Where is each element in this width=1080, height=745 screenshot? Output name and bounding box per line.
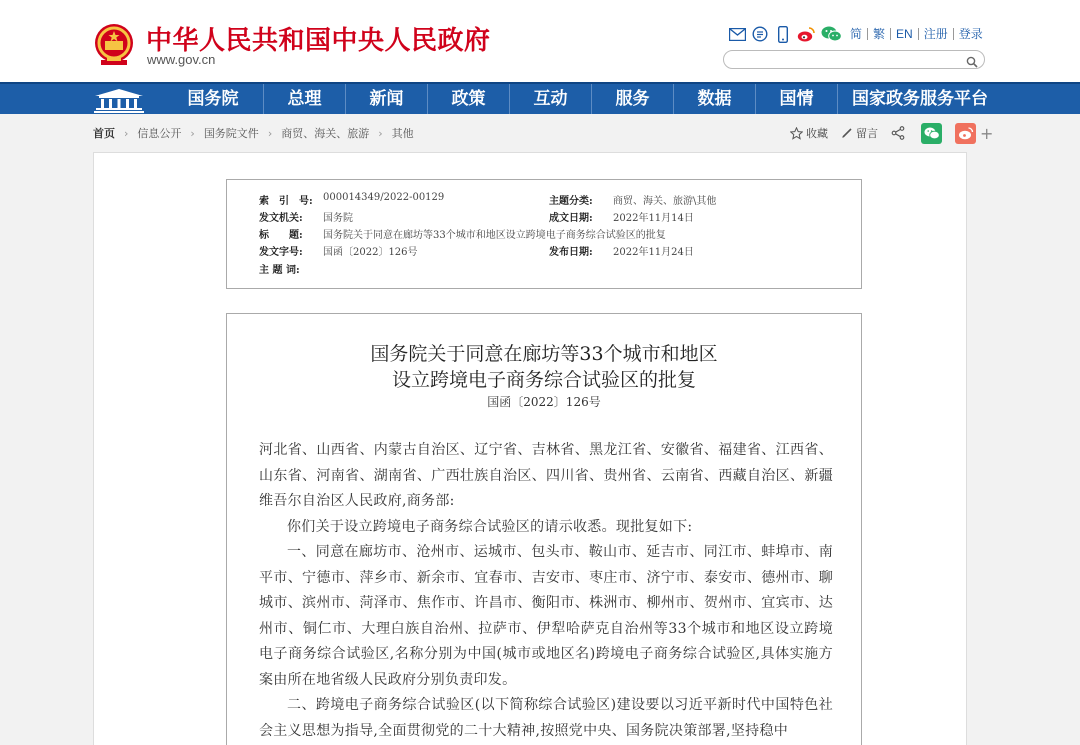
paragraph-item-1: 一、同意在廊坊市、沧州市、运城市、包头市、鞍山市、延吉市、同江市、蚌埠市、南平市、宁德市、萍乡市、新余市、宜春市、吉安市、枣庄市、济宁市、泰安市、德州市、聊城市、滨州市、菏泽市、焦作市、许昌市、衡阳市、株洲市、柳州市、贺州市、宜宾市、达州市、铜仁市、大理白族自治州、拉萨市、伊犁哈萨克自治州等33个城市和地区设立跨境电子商务综合试验区,名称分别为中国(城市或地区名)跨境电子商务综合试验区,具体实施方案由所在地省级人民政府分别负责印发。 (259, 544, 833, 688)
nav-item-services[interactable]: 服务 (591, 84, 673, 114)
nav-item-national-conditions[interactable]: 国情 (755, 84, 837, 114)
site-title[interactable]: 中华人民共和国中央人民政府 (146, 26, 491, 56)
favorite-button[interactable] (790, 125, 828, 141)
document-title-line2: 设立跨境电子商务综合试验区的批复 (391, 369, 696, 391)
meta-published-label: 发布日期: (549, 247, 593, 258)
document-title-line1: 国务院关于同意在廊坊等33个城市和地区 (370, 343, 718, 365)
favorite-label: 收藏 (806, 127, 828, 140)
meta-title-label: 标 题: (259, 230, 303, 241)
share-tools (790, 121, 993, 145)
paragraph-intro: 你们关于设立跨境电子商务综合试验区的请示收悉。现批复如下: (287, 518, 693, 535)
breadcrumb-home[interactable]: 首页 (93, 127, 115, 140)
share-icon (891, 126, 905, 140)
breadcrumb-trade-customs-tourism[interactable]: 商贸、海关、旅游 (281, 127, 370, 140)
meta-keywords-label: 主 题 词: (259, 265, 300, 276)
main-nav (0, 82, 1080, 114)
meta-published-value: 2022年11月24日 (613, 247, 694, 258)
nav-item-service-platform[interactable]: 国家政务服务平台 (837, 84, 1002, 114)
nav-item-state-council[interactable]: 国务院 (187, 89, 239, 109)
national-emblem-icon[interactable] (93, 22, 135, 68)
document-number: 国函〔2022〕126号 (487, 395, 601, 409)
wechat-icon (924, 127, 940, 140)
weibo-share-button[interactable] (955, 123, 976, 144)
meta-topic-value: 商贸、海关、旅游\其他 (613, 196, 717, 207)
pen-icon (841, 127, 853, 139)
comment-button[interactable] (841, 125, 878, 141)
breadcrumb (93, 124, 414, 142)
wechat-icon[interactable] (820, 25, 842, 43)
link-simplified[interactable]: 简 (850, 27, 863, 41)
top-links (728, 24, 988, 44)
nav-item-policy[interactable]: 政策 (427, 84, 509, 114)
link-english[interactable]: EN (890, 28, 918, 40)
meta-topic-label: 主题分类: (549, 196, 593, 207)
meta-created-value: 2022年11月14日 (613, 213, 694, 224)
breadcrumb-info-disclosure[interactable]: 信息公开 (137, 127, 182, 140)
site-url[interactable]: www.gov.cn (147, 52, 216, 67)
breadcrumb-other[interactable]: 其他 (391, 127, 414, 140)
phone-icon[interactable] (774, 25, 792, 43)
nav-item-data[interactable]: 数据 (673, 84, 755, 114)
meta-issuer-label: 发文机关: (259, 213, 303, 224)
document-text (259, 438, 833, 744)
breadcrumb-state-council-docs[interactable]: 国务院文件 (203, 127, 259, 140)
weibo-icon (958, 127, 974, 140)
meta-title-value: 国务院关于同意在廊坊等33个城市和地区设立跨境电子商务综合试验区的批复 (323, 230, 666, 241)
weibo-icon[interactable] (797, 25, 815, 43)
nav-item-interaction[interactable]: 互动 (509, 84, 591, 114)
search-box (723, 50, 985, 69)
star-icon (790, 127, 803, 140)
chevron-right-icon: › (190, 126, 195, 140)
search-input[interactable] (732, 52, 962, 67)
link-register[interactable]: 注册 (918, 28, 953, 40)
mail-icon[interactable] (728, 25, 746, 43)
chevron-right-icon: › (378, 126, 383, 140)
search-icon[interactable] (966, 53, 978, 72)
meta-docno-label: 发文字号: (259, 247, 303, 258)
chevron-right-icon: › (124, 126, 129, 140)
link-traditional[interactable]: 繁 (867, 28, 890, 40)
document-body (226, 313, 862, 745)
link-login[interactable]: 登录 (953, 28, 988, 40)
plus-icon[interactable]: + (980, 123, 994, 143)
site-header (0, 0, 1080, 82)
paragraph-item-2: 二、跨境电子商务综合试验区(以下简称综合试验区)建设要以习近平新时代中国特色社会主义思想为指导,全面贯彻党的二十大精神,按照党中央、国务院决策部署,坚持稳中 (259, 697, 833, 739)
share-button[interactable] (891, 126, 908, 140)
meta-index-label: 索 引 号: (259, 196, 313, 207)
paragraph-addressees: 河北省、山西省、内蒙古自治区、辽宁省、吉林省、黑龙江省、安徽省、福建省、江西省、山东省、河南省、湖南省、广西壮族自治区、四川省、贵州省、云南省、西藏自治区、新疆维吾尔自治区人民政府,商务部: (259, 442, 833, 509)
gate-icon[interactable] (93, 87, 145, 113)
nav-item-premier[interactable]: 总理 (263, 84, 345, 114)
chevron-right-icon: › (267, 126, 273, 140)
meta-docno-value: 国函〔2022〕126号 (323, 247, 418, 258)
wechat-share-button[interactable] (921, 123, 942, 144)
meta-index-value: 000014349/2022-00129 (323, 192, 445, 203)
message-icon[interactable] (751, 25, 769, 43)
meta-issuer-value: 国务院 (323, 213, 353, 224)
meta-created-label: 成文日期: (549, 213, 593, 224)
comment-label: 留言 (856, 127, 878, 140)
document-metadata (226, 179, 862, 289)
nav-item-news[interactable]: 新闻 (345, 84, 427, 114)
